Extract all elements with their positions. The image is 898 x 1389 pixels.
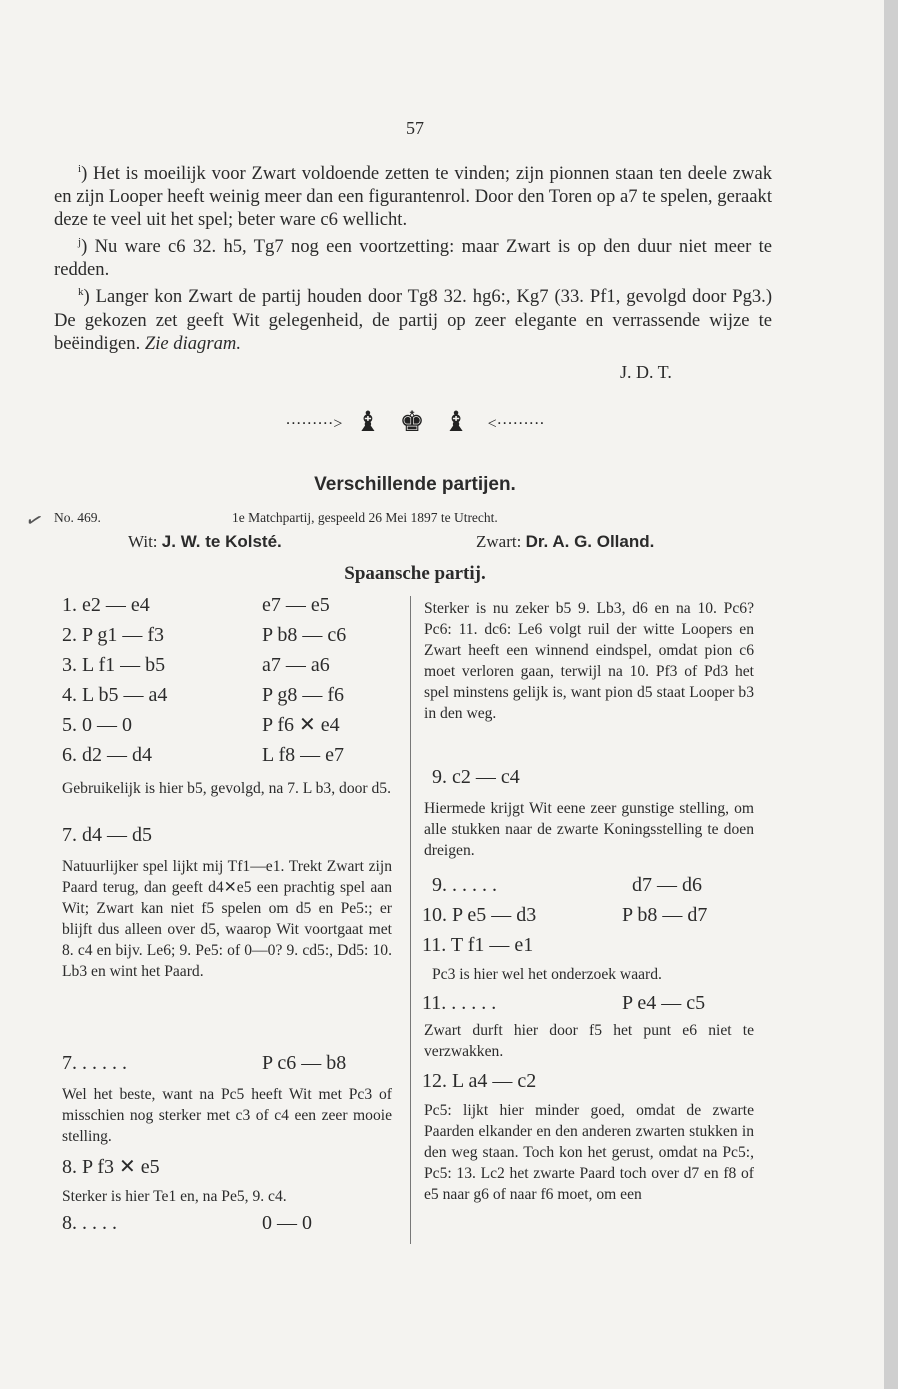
commentary: Hiermede krijgt Wit eene zeer gunstige stelling, om alle stukken naar de zwarte Koningsstelling te doen dreigen. bbox=[424, 800, 754, 859]
note-k-text: Langer kon Zwart de partij houden door Tg8 32. hg6:, Kg7 (33. Pf1, gevolgd door Pg3.) De gekozen zet geeft Wit gelegenheid, de partij op zeer elegante en verrassende wijze te beëindigen. bbox=[54, 286, 773, 354]
move-row: 11. T f1 — e1 bbox=[422, 934, 534, 956]
move-row: 5. 0 — 0 P f6 ✕ e4 bbox=[62, 714, 340, 736]
note-i-mark: i bbox=[78, 163, 82, 175]
black-player-name: Dr. A. G. Olland. bbox=[525, 532, 655, 551]
move-row: 9. c2 — c4 bbox=[432, 766, 520, 788]
game-number: No. 469. bbox=[54, 510, 101, 525]
diagram-reference: Zie diagram. bbox=[144, 332, 241, 354]
page-edge bbox=[884, 0, 898, 1389]
move-row: 8. P f3 ✕ e5 bbox=[62, 1156, 160, 1178]
move-row: 11. . . . . . P e4 — c5 bbox=[422, 992, 706, 1014]
page-number: 57 bbox=[406, 118, 424, 138]
note-i: $^i$) Het is moeilijk voor Zwart voldoende zetten te vinden; zijn pionnen staan ten deele zwak en zijn Looper heeft weinig meer dan een figurantenrol. Door den Toren op a7 te spelen, geraakt deze te veel uit het spel; beter ware c6 wellicht. bbox=[54, 163, 772, 231]
move-row: 7. . . . . . P c6 — b8 bbox=[62, 1052, 347, 1074]
commentary: Sterker is hier Te1 en, na Pe5, 9. c4. bbox=[62, 1188, 287, 1205]
chess-pieces-icon: ♝ ♚ ♝ bbox=[355, 407, 475, 438]
move-row: 7. d4 — d5 bbox=[62, 824, 152, 846]
move-row: 9. . . . . . d7 — d6 bbox=[432, 874, 702, 896]
commentary: Pc3 is hier wel het onderzoek waard. bbox=[432, 966, 662, 983]
move-row: 3. L f1 — b5 a7 — a6 bbox=[62, 654, 330, 676]
chess-ornament: ·········> ♝ ♚ ♝ <········· bbox=[285, 407, 545, 438]
note-k: $^k$) Langer kon Zwart de partij houden door Tg8 32. hg6:, Kg7 (33. Pf1, gevolgd door Pg3.) De gekozen zet geeft Wit gelegenheid, de partij op zeer elegante en verrassende wijze te beëindigen. Zie diagram. bbox=[54, 286, 773, 354]
move-row: 2. P g1 — f3 P b8 — c6 bbox=[62, 624, 347, 646]
black-player: Zwart: Dr. A. G. Olland. bbox=[476, 532, 655, 551]
move-row: 6. d2 — d4 L f8 — e7 bbox=[62, 744, 345, 766]
commentary: Zwart durft hier door f5 het punt e6 niet te verzwakken. bbox=[424, 1022, 754, 1060]
note-j-text: Nu ware c6 32. h5, Tg7 nog een voortzetting: maar Zwart is op den duur niet meer te redden. bbox=[54, 236, 773, 281]
match-info: 1e Matchpartij, gespeeld 26 Mei 1897 te Utrecht. bbox=[232, 510, 498, 525]
note-j: $^j$) Nu ware c6 32. h5, Tg7 nog een voortzetting: maar Zwart is op den duur niet meer te redden. bbox=[54, 236, 773, 281]
move-row: 10. P e5 — d3 P b8 — d7 bbox=[422, 904, 708, 926]
section-title: Verschillende partijen. bbox=[314, 474, 516, 495]
move-row: 4. L b5 — a4 P g8 — f6 bbox=[62, 684, 345, 706]
commentary: Wel het beste, want na Pc5 heeft Wit met Pc3 of misschien nog sterker met c3 of c4 een zeer mooie stelling. bbox=[62, 1086, 392, 1145]
commentary: Gebruikelijk is hier b5, gevolgd, na 7. L b3, door d5. bbox=[62, 780, 391, 797]
note-i-text: Het is moeilijk voor Zwart voldoende zetten te vinden; zijn pionnen staan ten deele zwak en zijn Looper heeft weinig meer dan een figurantenrol. Door den Toren op a7 te spelen, geraakt deze te veel uit het spel; beter ware c6 wellicht. bbox=[54, 163, 772, 231]
move-row: 1. e2 — e4 e7 — e5 bbox=[62, 594, 330, 616]
move-row: 8. . . . . 0 — 0 bbox=[62, 1212, 312, 1234]
note-k-mark: k bbox=[78, 286, 84, 299]
note-j-mark: j bbox=[78, 236, 82, 249]
commentary: Sterker is nu zeker b5 9. Lb3, d6 en na 10. Pc6? Pc6: 11. dc6: Le6 volgt ruil der witte Loopers en Zwart heeft een winnend eindspel, omdat pion c6 moet verloren gaan, terwijl na 10. Pf3 of Pd3 het spel minstens gelijk is, want pion d5 staat Looper b3 in den weg. bbox=[424, 600, 754, 722]
move-row: 12. L a4 — c2 bbox=[422, 1070, 537, 1092]
commentary: Pc5: lijkt hier minder goed, omdat de zwarte Paarden elkander en den anderen zwarten stukken in den weg staan. Toch kon het gerust, omdat na Pc5:, Pc5: 13. Lc2 het zwarte Paard toch over d7 en f8 of e5 naar g6 of naar f6 moet, om een bbox=[424, 1102, 754, 1203]
white-player: Wit: J. W. te Kolsté. bbox=[128, 532, 282, 551]
column-divider bbox=[410, 596, 411, 1244]
white-player-name: J. W. te Kolsté. bbox=[161, 532, 282, 551]
commentary: Natuurlijker spel lijkt mij Tf1—e1. Trekt Zwart zijn Paard terug, dan geeft d4✕e5 een prachtig spel aan Wit; Zwart kan niet f5 spelen om d5 en Pe5:; er blijft dus alleen over d5, waarop Wit voortgaat met 8. c4 en bijv. Le6; 9. Pe5: of 0—0? 9. cd5:, Dd5: 10. Lb3 en wint het Paard. bbox=[62, 858, 392, 980]
signature: J. D. T. bbox=[620, 362, 672, 382]
opening-title: Spaansche partij. bbox=[344, 563, 486, 584]
footnotes bbox=[54, 158, 772, 355]
pencil-checkmark-icon: ✓ bbox=[22, 507, 46, 535]
